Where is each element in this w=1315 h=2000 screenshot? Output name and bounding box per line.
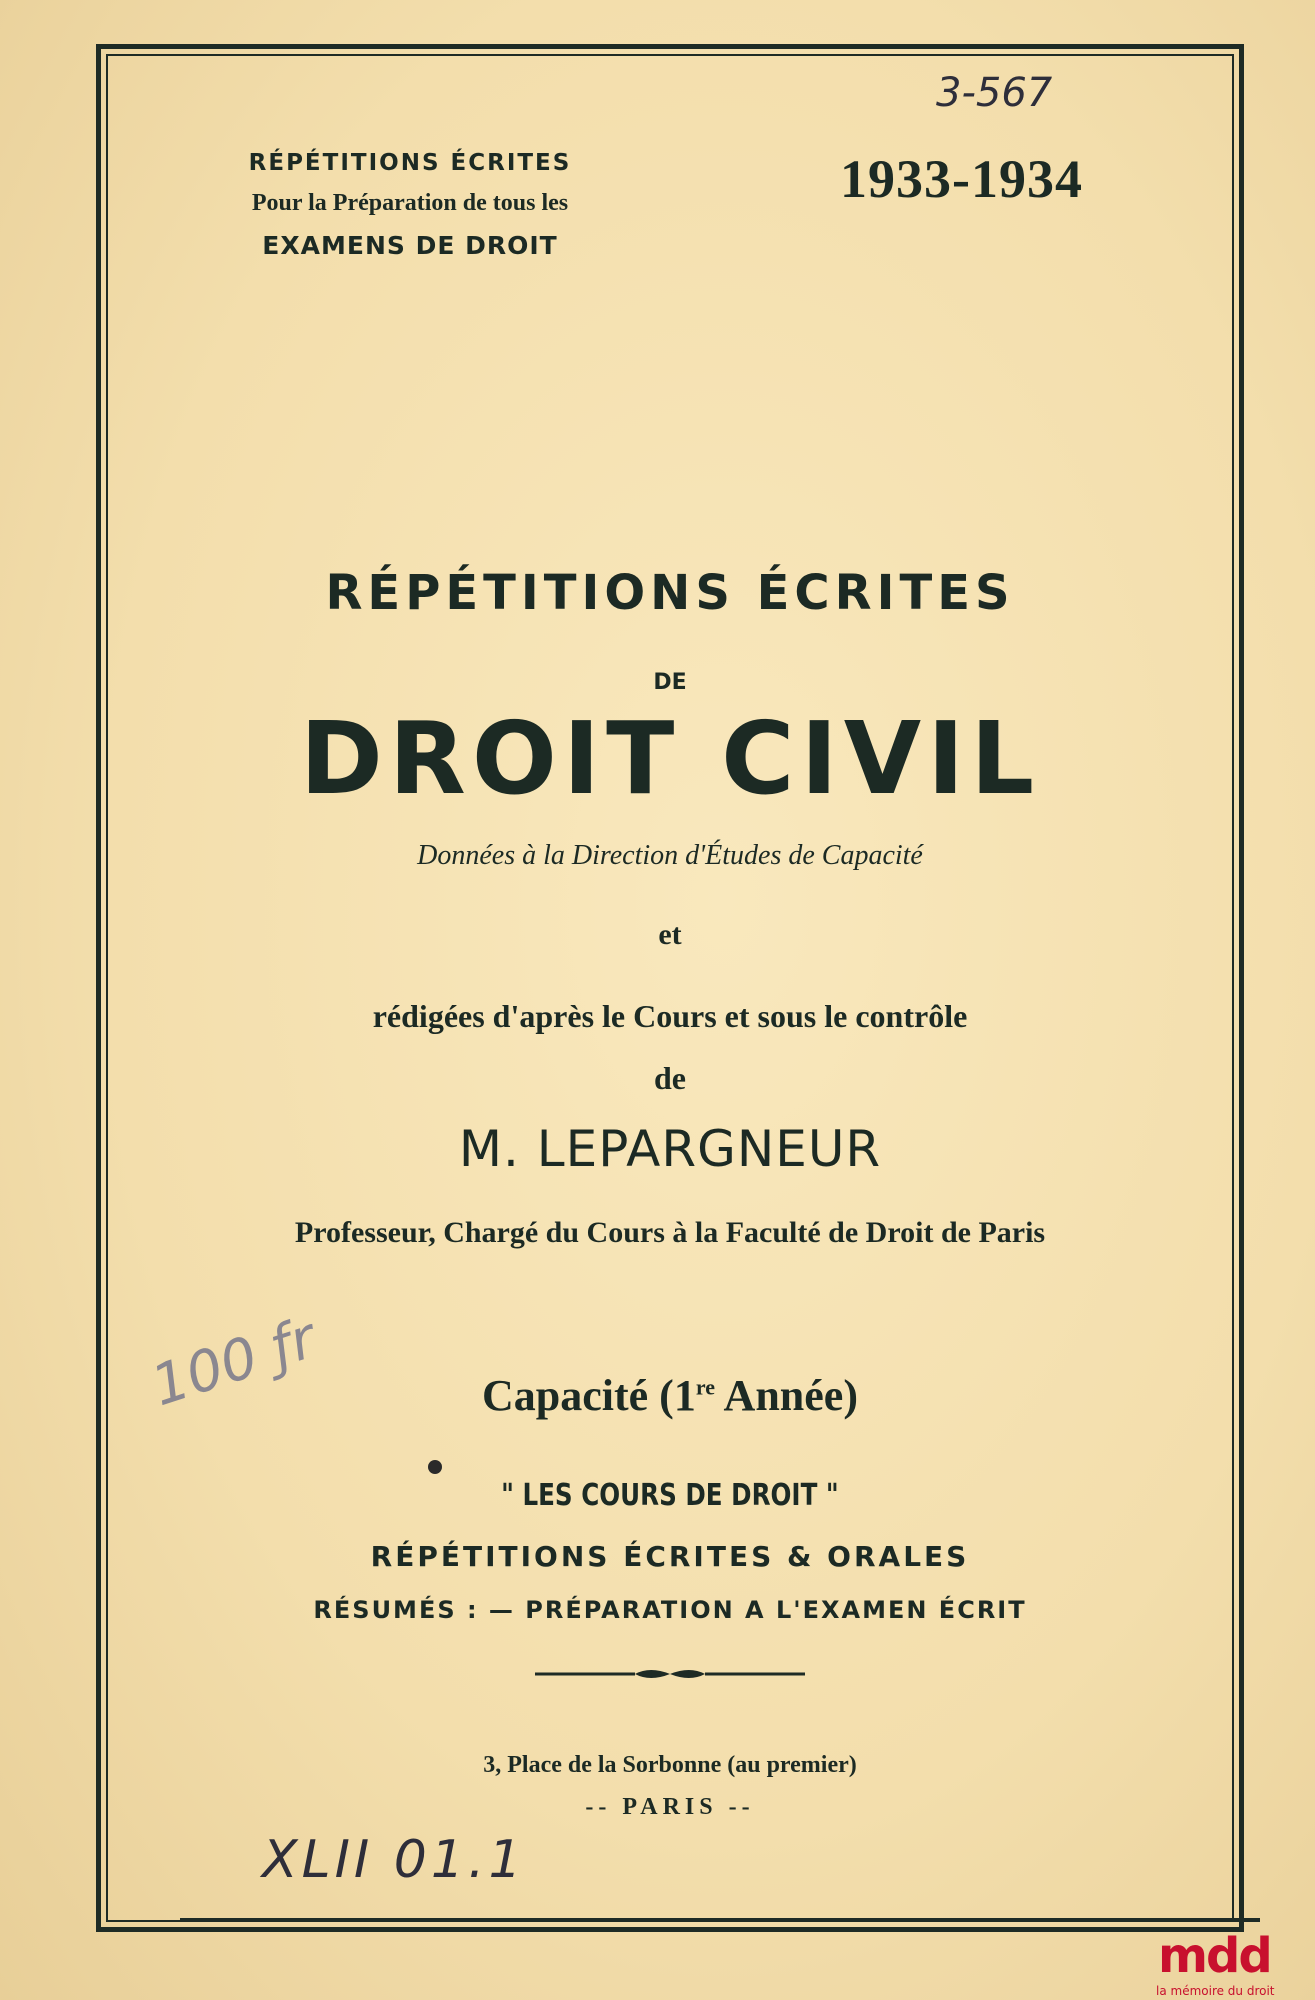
conjunction-et: et (658, 918, 682, 951)
header-block (160, 150, 660, 260)
main-title: DROIT CIVIL (299, 700, 1041, 817)
conjunction-de: de (654, 1060, 686, 1096)
logo-tagline: la mémoire du droit (1156, 1984, 1275, 1998)
handwritten-stamp: 3-567 (936, 70, 1053, 116)
author-title: Professeur, Chargé du Cours à la Faculté de Droit de Paris (294, 1216, 1046, 1249)
publisher-line-3: RÉSUMÉS : — PRÉPARATION A L'EXAMEN ÉCRIT (313, 1596, 1027, 1624)
mdd-logo (1150, 1928, 1315, 2000)
ornament-divider (535, 1664, 805, 1684)
logo-mark: mdd (1158, 1928, 1271, 1984)
address: 3, Place de la Sorbonne (au premier) (483, 1752, 857, 1778)
inner-border (106, 54, 1234, 1922)
publisher-line-2: RÉPÉTITIONS ÉCRITES & ORALES (370, 1540, 970, 1573)
level-prefix: Capacité (1 (482, 1371, 696, 1420)
publisher-name (106, 1478, 1234, 1513)
level-suffix: Année) (714, 1371, 858, 1420)
title-de: DE (653, 670, 687, 695)
subtitle: Données à la Direction d'Études de Capacité (417, 840, 923, 871)
header-line-2: Pour la Préparation de tous les (251, 190, 569, 216)
year: 1933-1934 (840, 149, 1083, 209)
shelfmark: XLII 01.1 (262, 1830, 526, 1890)
city: -- PARIS -- (585, 1794, 755, 1820)
title-line-1: RÉPÉTITIONS ÉCRITES (325, 565, 1015, 621)
pencil-annotation: 100 ƒr (144, 1305, 324, 1420)
ink-smudge (428, 1460, 442, 1474)
redigees-line: rédigées d'après le Cours et sous le contrôle (372, 998, 968, 1034)
level-superscript: re (695, 1374, 715, 1400)
author-name: M. LEPARGNEUR (458, 1120, 882, 1178)
header-line-3: EXAMENS DE DROIT (262, 231, 558, 260)
publisher-name-text: " LES COURS DE DROIT " (501, 1478, 839, 1513)
bottom-rule (180, 1918, 1260, 1922)
header-line-1: RÉPÉTITIONS ÉCRITES (248, 150, 572, 176)
